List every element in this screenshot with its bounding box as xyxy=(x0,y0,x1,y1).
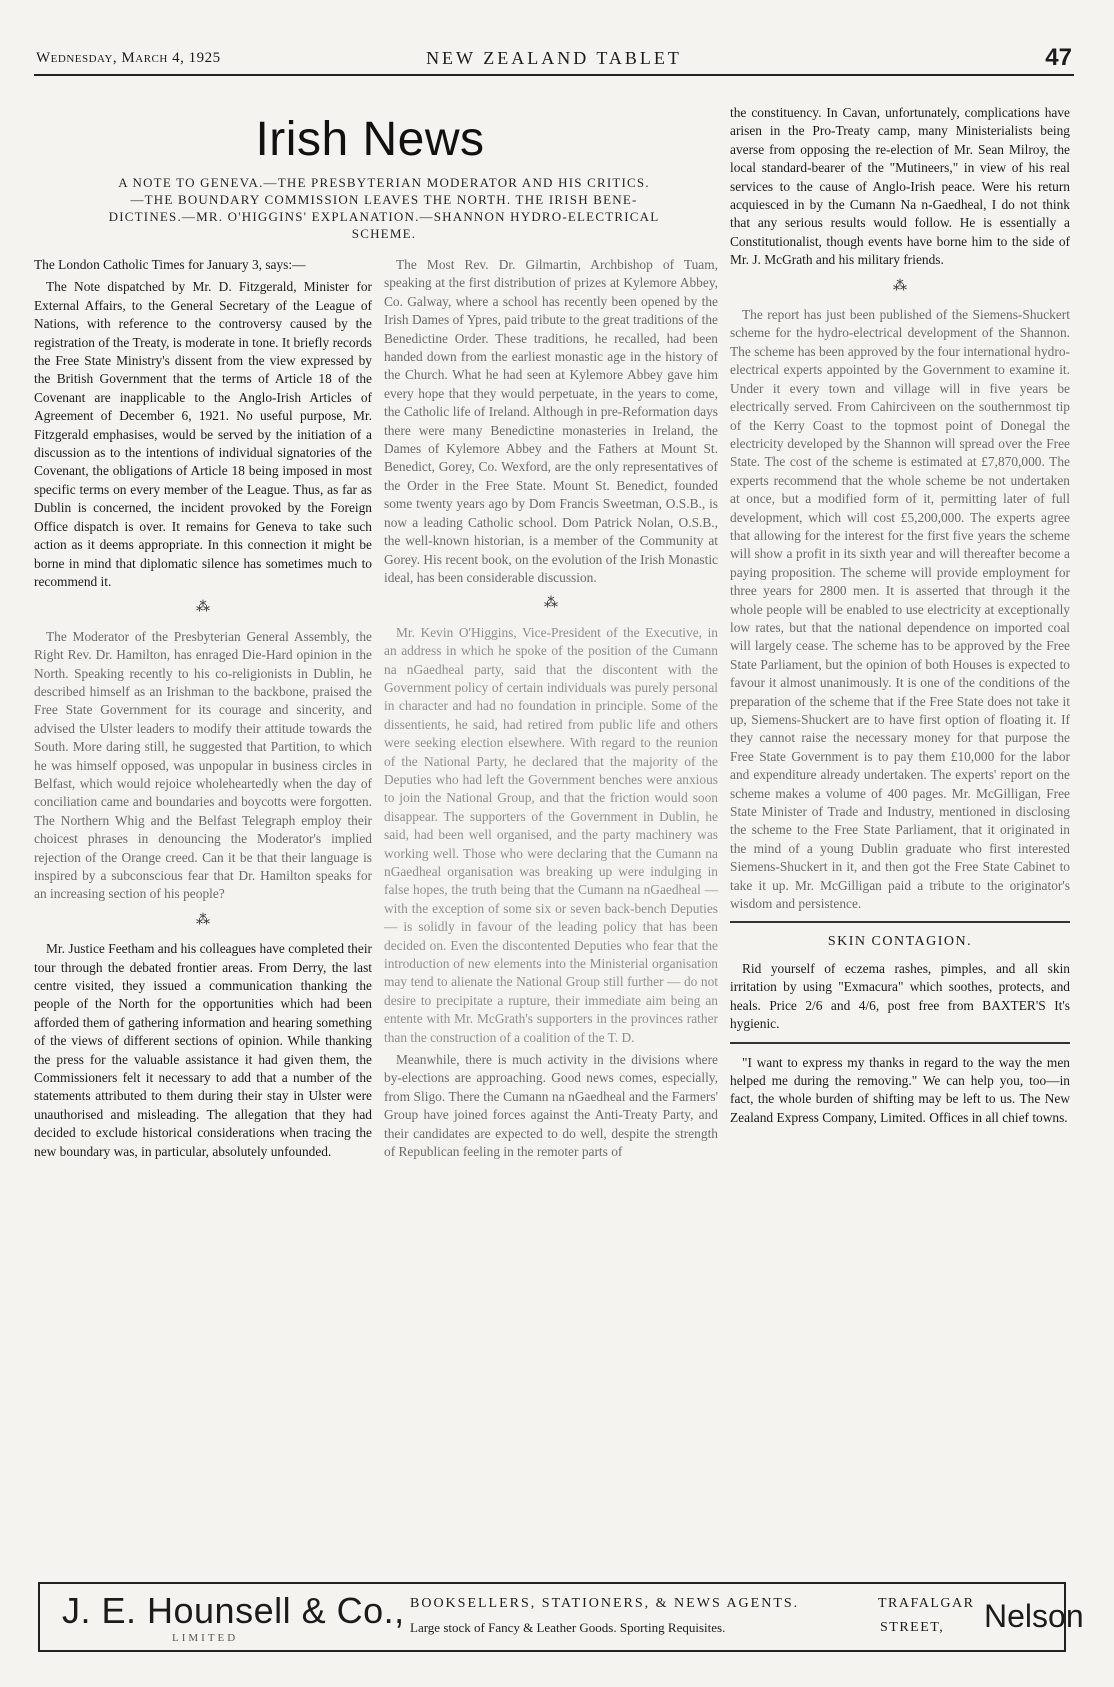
article-headline: Irish News xyxy=(255,113,485,166)
column-left xyxy=(34,256,372,1165)
street-name: TRAFALGAR xyxy=(878,1596,975,1611)
subhead-line: DICTINES.—MR. O'HIGGINS' EXPLANATION.—SHANNON HYDRO-ELECTRICAL xyxy=(108,209,660,224)
paper-name: NEW ZEALAND TABLET xyxy=(426,48,682,68)
skin-contagion-advert: Rid yourself of eczema rashes, pimples, and all skin irritation by using "Exmacura" which soothes, protects, and heals. Price 2/6 and 4/6, post free from BAXTER'S It's hygienic. xyxy=(730,960,1070,1032)
separator-mark: ⁂ xyxy=(893,278,907,294)
column-middle xyxy=(384,256,718,1166)
subhead-line: SCHEME. xyxy=(351,226,417,241)
hounsell-advert-banner xyxy=(38,1582,1084,1652)
express-company-advert: "I want to express my thanks in regard to the way the men helped me during the removing." We can help you, too—in fact, the whole burden of shifting may be left to us. The New Zealand Express Company, Limited. Offices in all chief towns. xyxy=(730,1054,1070,1125)
paragraph: The London Catholic Times for January 3, says:— xyxy=(34,257,306,272)
subhead-line: A NOTE TO GENEVA.—THE PRESBYTERIAN MODERATOR AND HIS CRITICS. xyxy=(118,175,650,190)
running-header xyxy=(34,40,1074,76)
issue-date: Wednesday, March 4, 1925 xyxy=(36,50,221,66)
paragraph: The report has just been published of the Siemens-Shuckert scheme for the hydro-electrical development of the Shannon. The scheme has been approved by the four international hydro-electrical experts appointed by the Government to examine it. Under it every town and village will in five years be electrically served. From Cahirciveen on the southernmost tip of the Kerry Coast to the topmost point of Donegal the electricity developed by the Shannon will spread over the Free State. The cost of the scheme is estimated at £7,870,000. The experts recommend that the whole scheme be not undertaken at once, but a modified form of it, permitting later of full development, which will cost £5,200,000. The experts agree that allowing for the interest for the first five years the scheme will show a profit in its sixth year and will thereafter become a paying proposition. The scheme will provide employment for three years for 2800 men. It is asserted that through it the whole people will be enabled to use electricity at exceptionally low rates, but that the national dependence on imported coal will largely cease. The scheme has to be approved by the Free State Parliament, but the opinion of both Houses is expected to favour it almost unanimously. It is one of the conditions of the preparation of the scheme that if the Free State does not take it up, Siemens-Shuckert are to have first option of floating it. If they cannot raise the necessary money for that purpose the Free State Government is to pay them £10,000 for the labor and expenditure already undertaken. The experts' report on the scheme makes a volume of 400 pages. Mr. McGilligan, Free State Minister of Trade and Industry, mentioned in disclosing the scheme to the Free State Parliament, that it originated in the mind of a young Dublin graduate who first interested Siemens-Shuckert in it, and then got the Free State Cabinet to take it up. Mr. McGilligan paid a tribute to the originator's wisdom and persistence. xyxy=(730,307,1070,912)
paragraph: the constituency. In Cavan, unfortunately, complications have arisen in the Pro-Treaty camp, many Ministerialists being averse from opposing the re-election of Mr. Sean Milroy, the local standard-bearer of the "Mutineers," in view of his real services to the cause of Anglo-Irish peace. Were his return acquiesced in by the Cumann Na n-Gaedheal, I do not think that any serious results would follow. He is essentially a Constitutionalist, though events have borne him to the side of Mr. J. McGrath and his military friends. xyxy=(730,105,1070,268)
column-right xyxy=(730,104,1070,1131)
paragraph: The Most Rev. Dr. Gilmartin, Archbishop of Tuam, speaking at the first distribution of prizes at Kylemore Abbey, Co. Galway, where a school has recently been opened by the Irish Dames of Ypres, paid tribute to the great traditions of the Benedictine Order. These traditions, he recalled, had been handed down from the earliest monastic age in the history of the Church. What he had seen at Kylemore Abbey gave him every hope that they would perpetuate, in the years to come, the Catholic life of Ireland. Although in pre-Reformation days there were many Benedictine monasteries in Ireland, the Dames of Kylemore Abbey and the Fathers at Mount St. Benedict, Gorey, Co. Wexford, are the only representatives of the Order in the Free State. Mount St. Benedict, founded some twenty years ago by Dom Francis Sweetman, O.S.B., is now a leading Catholic school. Dom Patrick Nolan, O.S.B., the well-known historian, is a member of the Community at Gorey. His recent book, on the evolution of the Irish Monastic ideal, has been considerable discussion. xyxy=(384,257,718,585)
advert-rule xyxy=(730,1042,1070,1044)
firm-subtitle: LIMITED xyxy=(172,1632,239,1644)
page-number: 47 xyxy=(1045,44,1072,71)
paragraph: Meanwhile, there is much activity in the divisions where by-elections are approaching. Good news comes, especially, from Sligo. There the Cumann na nGaedheal and the Farmers' Group have joined forces against the Anti-Treaty Party, and their candidates are expected to do well, despite the strength of Republican feeling in the remoter parts of xyxy=(384,1052,718,1160)
trade-line-secondary: Large stock of Fancy & Leather Goods. Sporting Requisites. xyxy=(410,1620,726,1635)
separator-mark: ⁂ xyxy=(196,912,210,928)
town-name: Nelson xyxy=(984,1598,1084,1634)
separator-mark: ⁂ xyxy=(544,596,558,612)
paragraph: Mr. Kevin O'Higgins, Vice-President of the Executive, in an address in which he spoke of the position of the Cumann na nGaedheal party, said that the discontent with the Government policy of certain individuals was purely personal in character and had no foundation in principle. Some of the dissentients, he said, had retired from public life and others were seeking election elsewhere. With regard to the reunion of the National Party, he declared that the majority of the Deputies who had left the Government benches were anxious to join the National Group, and that the friction would soon disappear. The supporters of the Government in Dublin, he said, had been well organised, and the party machinery was working well. Those who were declaring that the Cumann na nGaedheal organisation was breaking up were indulging in false hopes, the truth being that the Cumann na nGaedheal — with the exception of some six or seven back-bench Deputies — is solidly in favour of the leading policy that has been decided on. Even the discontented Deputies who fear that the introduction of new elements into the Ministerial organisation may tend to alienate the National Group still further — do not desire to precipitate a rupture, their immediate aim being an entente with Mr. McGrath's supporters in the provinces rather than the construction of a coalition of the T. D. xyxy=(384,624,718,1045)
advert-rule xyxy=(730,921,1070,923)
separator-mark: ⁂ xyxy=(196,600,210,616)
paragraph: The Moderator of the Presbyterian General Assembly, the Right Rev. Dr. Hamilton, has enraged Die-Hard opinion in the North. Speaking recently to his co-religionists in Dublin, he described himself as an Irishman to the backbone, praised the Free State Government for its courage and sincerity, and advised the Ulster leaders to modify their attitude towards the South. More daring still, he suggested that Partition, to which he was himself opposed, was unpopular in business circles in Belfast, which would rejoice wholeheartedly when the day of conciliation came and boundaries and boycotts were forgotten. The Northern Whig and the Belfast Telegraph employ their choicest phrases in denouncing the Moderator's implied rejection of the Orange creed. Can it be that their language is inspired by a subconscious fear that Dr. Hamilton speaks for an increasing section of his people? xyxy=(34,628,372,902)
paragraph: Mr. Justice Feetham and his colleagues have completed their tour through the debated frontier areas. From Derry, the last centre visited, they issued a communication thanking the people of the North for the opportunities which had been afforded them of gathering information and hearing something of the views of different sections of opinion. While thanking the press for the valuable assistance it had given them, the Commissioners felt it necessary to add that a number of the statements attributed to them during their stay in Ulster were unauthorised and misleading. The allegation that they had decided to exclude historical considerations when tracing the new boundary was, in particular, absolutely unfounded. xyxy=(34,941,372,1159)
street-suffix: STREET, xyxy=(880,1620,945,1635)
firm-name: J. E. Hounsell & Co., xyxy=(62,1590,405,1631)
trade-line: BOOKSELLERS, STATIONERS, & NEWS AGENTS. xyxy=(410,1596,800,1611)
paragraph: The Note dispatched by Mr. D. Fitzgerald, Minister for External Affairs, to the General Secretary of the League of Nations, with reference to the controversy caused by the registration of the Treaty, is moderate in tone. It briefly records the Free State Ministry's dissent from the view expressed by the British Government that the terms of Article 18 of the Covenant are inapplicable to the Anglo-Irish Articles of Agreement of December 6, 1921. No useful purpose, Mr. Fitzgerald emphasises, would be served by the initiation of a discussion as to the intentions of individual signatories of the Covenant, the obligations of Article 18 being imposed in most specific terms on every member of the League. Thus, as far as Dublin is concerned, the incident provoked by the Foreign Office dispatch is over. It remains for Geneva to take such action as it deems appropriate. In this connection it might be borne in mind that diplomatic silence has sometimes much to recommend it. xyxy=(34,279,372,589)
skin-contagion-title: SKIN CONTAGION. xyxy=(827,934,973,950)
article-subheads xyxy=(36,174,732,242)
subhead-line: —THE BOUNDARY COMMISSION LEAVES THE NORTH. THE IRISH BENE- xyxy=(130,192,638,207)
